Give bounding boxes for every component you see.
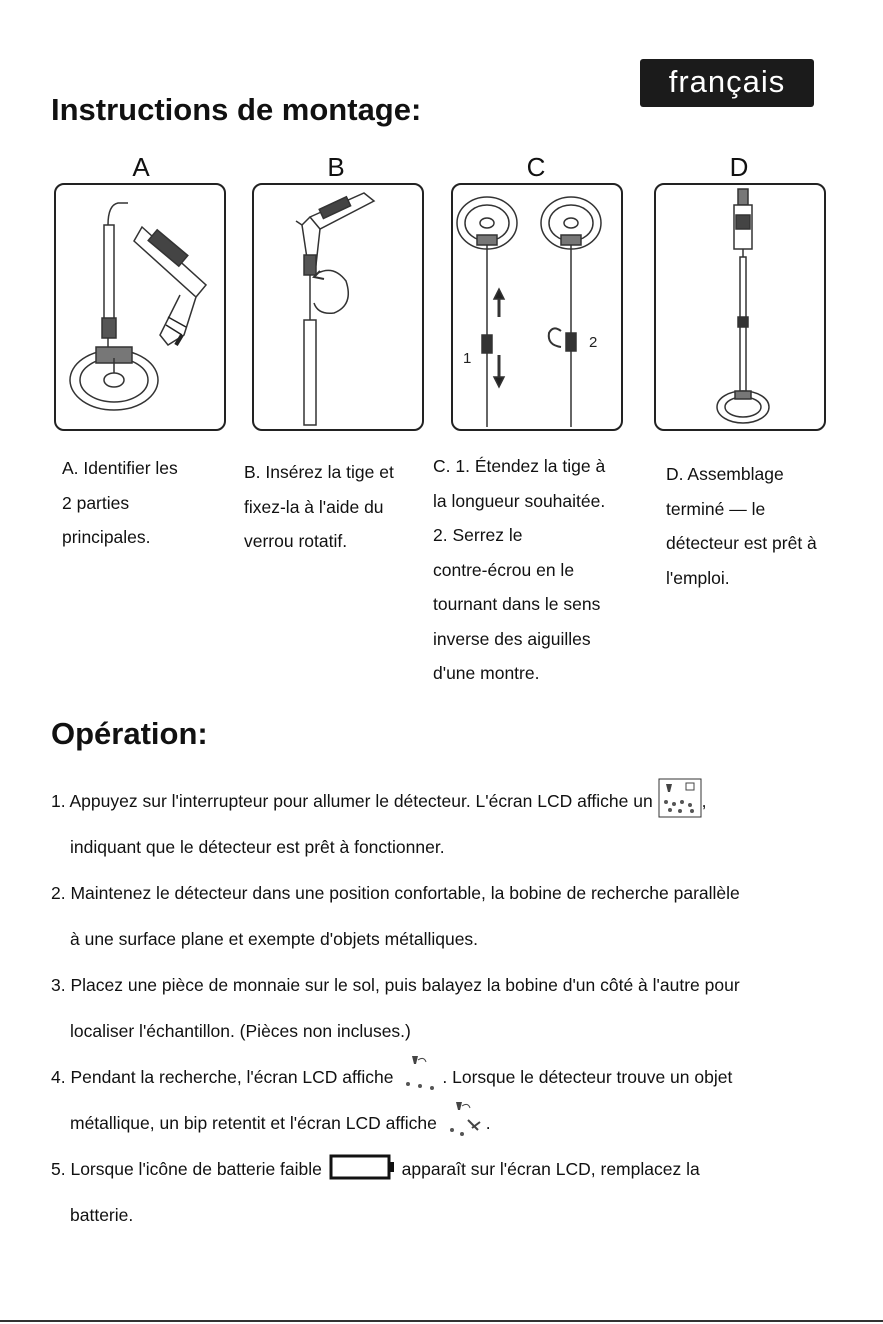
lcd-searching-icon (398, 1054, 442, 1094)
operation-heading: Opération: (51, 716, 208, 751)
operation-item-1-line-2: indiquant que le détecteur est prêt à fonctionner. (70, 837, 445, 857)
operation-item-4-line-1: 4. Pendant la recherche, l'écran LCD affiche . Lorsque le détecteur trouve un objet (51, 1054, 841, 1100)
operation-item-2-line-2: à une surface plane et exempte d'objets métalliques. (70, 929, 479, 949)
operation-item-3-line-1: 3. Placez une pièce de monnaie sur le sol, puis balayez la bobine d'un côté à l'autre pour (51, 975, 740, 995)
lcd-found-icon (442, 1100, 486, 1140)
operation-list (51, 778, 841, 1238)
detector-parts-icon (56, 185, 224, 429)
step-b-illustration (252, 183, 424, 431)
operation-item-4-line-2: métallique, un bip retentit et l'écran LCD affiche . (51, 1100, 841, 1146)
step-c-label-2: 2 (589, 334, 598, 351)
page-bottom-rule (0, 1320, 883, 1322)
step-c-caption: C. 1. Étendez la tige à la longueur souhaitée. 2. Serrez le contre-écrou en le tournant dans le sens inverse des aiguilles d'une montre. (433, 456, 606, 683)
assembled-detector-icon (656, 185, 824, 429)
step-letter-a: A (132, 152, 150, 182)
low-battery-icon (327, 1146, 397, 1186)
lcd-ready-icon (658, 778, 702, 818)
operation-item-5-line-2: batterie. (70, 1205, 134, 1225)
step-c-illustration (451, 183, 623, 431)
step-c-label-1: 1 (463, 350, 472, 367)
operation-item-2-line-1: 2. Maintenez le détecteur dans une position confortable, la bobine de recherche parallèle (51, 883, 740, 903)
step-letter-c: C (526, 152, 546, 182)
operation-item-5-line-1: 5. Lorsque l'icône de batterie faible apparaît sur l'écran LCD, remplacez la (51, 1146, 841, 1192)
operation-item-1-line-1: 1. Appuyez sur l'interrupteur pour allumer le détecteur. L'écran LCD affiche un , (51, 778, 841, 824)
operation-item-3-line-2: localiser l'échantillon. (Pièces non incluses.) (70, 1021, 411, 1041)
step-d-illustration (654, 183, 826, 431)
step-a-caption: A. Identifier les 2 parties principales. (62, 458, 178, 547)
extend-rod-icon (453, 185, 621, 429)
assembly-heading: Instructions de montage: (51, 92, 422, 127)
step-b-caption: B. Insérez la tige et fixez-la à l'aide du verrou rotatif. (244, 462, 394, 551)
step-a-illustration (54, 183, 226, 431)
step-letter-d: D (729, 152, 749, 182)
language-badge: français (640, 59, 814, 107)
step-letter-b: B (327, 152, 345, 182)
rotating-lock-icon (254, 185, 422, 429)
step-d-caption: D. Assemblage terminé — le détecteur est prêt à l'emploi. (666, 464, 817, 588)
